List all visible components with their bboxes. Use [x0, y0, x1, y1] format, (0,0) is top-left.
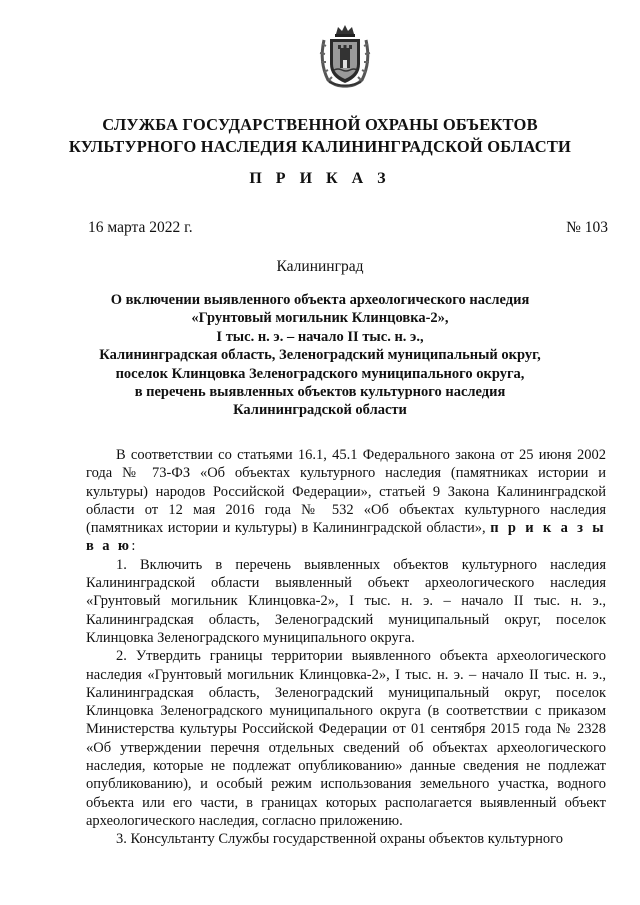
- title-line: Калининградская область, Зеленоградский муниципальный округ,: [99, 347, 541, 364]
- title-line: О включении выявленного объекта археологического наследия: [110, 292, 530, 308]
- item-3-paragraph: 3. Консультанту Службы государственной охраны объектов культурного: [116, 831, 563, 848]
- item-2-paragraph: 2. Утвердить границы территории выявленного объекта археологического наследия «Грунтовый могильник Клинцовка-2», I тыс. н. э. – начало II тыс. н. э., Калининградская область, Зеленоградский муниципальный округ, поселок Клинцовка Зеленоградского муниципального округа (в соответствии с приказом Министерства культуры Российской Федерации от 01 сентября 2015 года № 2328 «Об утверждении перечня отдельных сведений об объектах археологического наследия, которые не подлежат опубликованию» данные сведения не подлежат опубликованию), и особый режим использования земельного участка, водного объекта или его части, в границах которых располагается выявленный объект археологического наследия, согласно приложению.: [86, 648, 606, 829]
- order-colon: :: [131, 538, 136, 555]
- document-title: [60, 291, 580, 420]
- item-1-paragraph: 1. Включить в перечень выявленных объектов культурного наследия Калининградской области выявленный объект археологического наследия «Грунтовый могильник Клинцовка-2», I тыс. н. э. – начало II тыс. н. э., Калининградская область, Зеленоградский муниципальный округ, поселок Клинцовка Зеленоградского муниципального округа.: [86, 556, 606, 646]
- preamble-paragraph: [86, 446, 606, 556]
- document-date: 16 марта 2022 г.: [88, 219, 193, 236]
- document-body: [86, 446, 606, 849]
- coat-of-arms-emblem: [316, 22, 374, 90]
- document-type: П Р И К А З: [249, 170, 391, 187]
- document-number: № 103: [566, 219, 608, 236]
- organization-name-line1: СЛУЖБА ГОСУДАРСТВЕННОЙ ОХРАНЫ ОБЪЕКТОВ: [102, 115, 538, 134]
- order-word: п р и к а з ы в а ю: [86, 520, 606, 555]
- title-line: в перечень выявленных объектов культурного наследия: [134, 384, 506, 401]
- organization-name-line2: КУЛЬТУРНОГО НАСЛЕДИЯ КАЛИНИНГРАДСКОЙ ОБЛАСТИ: [68, 137, 572, 156]
- title-line: I тыс. н. э. – начало II тыс. н. э.,: [216, 328, 424, 345]
- title-line: «Грунтовый могильник Клинцовка-2»,: [191, 310, 449, 327]
- preamble-text: В соответствии со статьями 16.1, 45.1 Федерального закона от 25 июня 2002 года № 73-ФЗ «Об объектах культурного наследия (памятниках истории и культуры) народов Российской Федерации», статьей 9 Закона Калининградской области от 12 мая 2016 года № 532 «Об объектах культурного наследия (памятниках истории и культуры) в Калининградской области»,: [86, 447, 606, 537]
- title-line: Калининградской области: [233, 402, 407, 419]
- title-line: поселок Клинцовка Зеленоградского муниципального округа,: [115, 365, 525, 382]
- organization-name: [60, 114, 580, 158]
- document-city: Калининград: [276, 258, 364, 275]
